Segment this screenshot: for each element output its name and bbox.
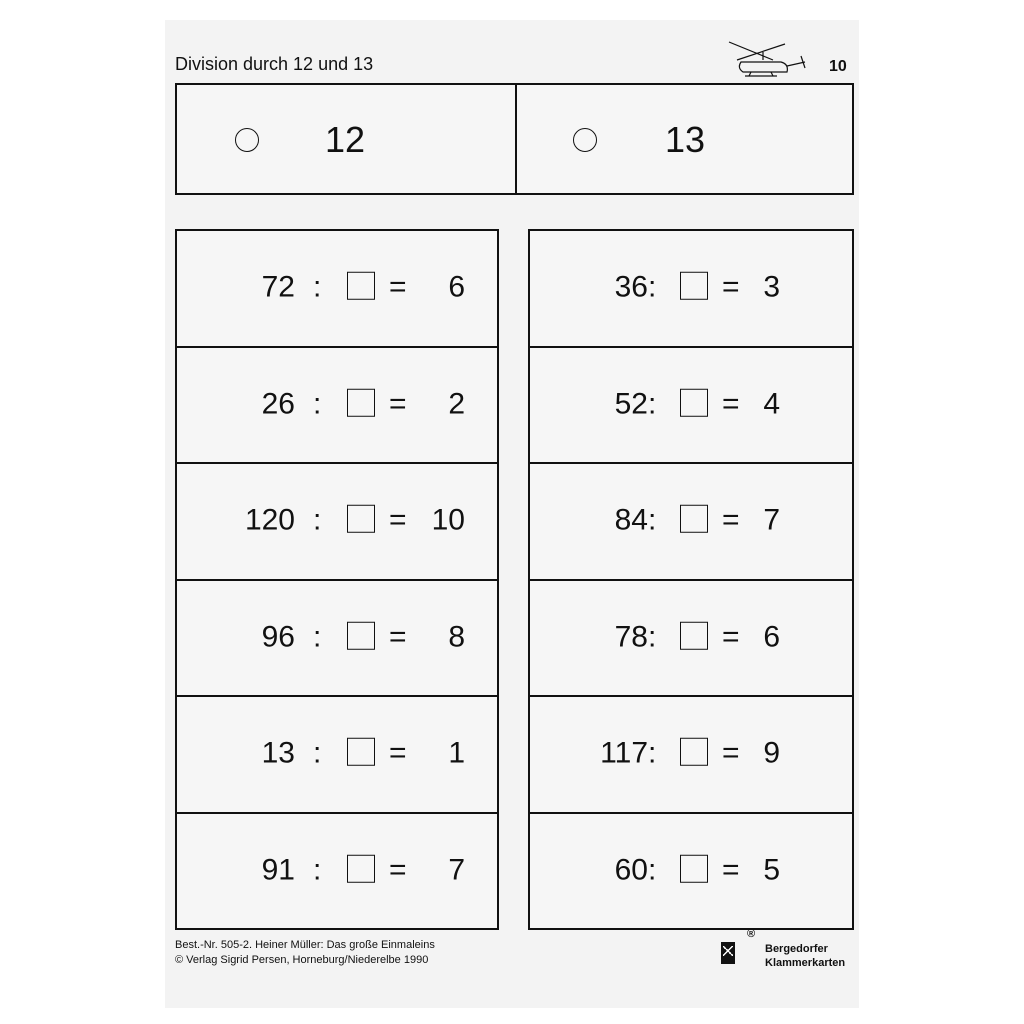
equation: [177, 814, 497, 929]
equation-cell: [175, 462, 499, 581]
answer-box[interactable]: [680, 272, 708, 300]
publisher-line-1: Bergedorfer: [765, 943, 828, 955]
equation-dividend: 78: [614, 620, 648, 654]
equation-cell: [175, 812, 499, 931]
helicopter-icon: [727, 38, 807, 82]
equation: [530, 464, 852, 579]
equation-result: 7: [763, 503, 780, 537]
equation-cell: [175, 579, 499, 698]
equation-result: 7: [448, 853, 465, 887]
equation: [177, 581, 497, 696]
equals-sign: =: [389, 736, 407, 770]
equation-cell: [528, 462, 854, 581]
colon-sign: :: [313, 853, 322, 887]
equals-sign: =: [722, 387, 740, 421]
registered-mark: ®: [747, 928, 756, 940]
divisor-box-13: [515, 83, 854, 195]
answer-box[interactable]: [680, 505, 708, 533]
equals-sign: =: [389, 503, 407, 537]
footer-line-2: © Verlag Sigrid Persen, Horneburg/Niederelbe 1990: [175, 954, 429, 966]
equation-result: 10: [431, 503, 465, 537]
colon-sign: :: [648, 387, 657, 421]
equation-dividend: 13: [261, 736, 295, 770]
answer-circle[interactable]: [573, 128, 597, 152]
divisor-label: 12: [325, 119, 366, 160]
equation-dividend: 120: [244, 503, 295, 537]
equation-cell: [175, 229, 499, 348]
equals-sign: =: [722, 736, 740, 770]
equation-dividend: 117: [600, 736, 648, 770]
equals-sign: =: [722, 270, 740, 304]
colon-sign: :: [648, 503, 657, 537]
persen-logo-icon: [721, 942, 735, 964]
equals-sign: =: [389, 387, 407, 421]
equation-cell: [175, 695, 499, 814]
answer-box[interactable]: [680, 622, 708, 650]
divisor-label: 13: [665, 119, 706, 160]
colon-sign: :: [648, 270, 657, 304]
answer-box[interactable]: [680, 855, 708, 883]
equation-dividend: 84: [614, 503, 648, 537]
answer-box[interactable]: [347, 272, 375, 300]
equation: [177, 464, 497, 579]
equation-result: 4: [763, 387, 780, 421]
colon-sign: :: [313, 503, 322, 537]
answer-box[interactable]: [680, 389, 708, 417]
equation: [177, 348, 497, 463]
divisor-box-12: [175, 83, 517, 195]
equation-result: 8: [448, 620, 465, 654]
equation-cell: [528, 346, 854, 465]
equation-cell: [528, 695, 854, 814]
card-title: Division durch 12 und 13: [175, 54, 374, 74]
equation-cell: [175, 346, 499, 465]
equals-sign: =: [722, 853, 740, 887]
card-number: 10: [829, 58, 847, 75]
equation-result: 9: [763, 736, 780, 770]
answer-box[interactable]: [347, 855, 375, 883]
colon-sign: :: [313, 736, 322, 770]
colon-sign: :: [313, 270, 322, 304]
colon-sign: :: [313, 620, 322, 654]
equation-result: 3: [763, 270, 780, 304]
colon-sign: :: [648, 736, 657, 770]
colon-sign: :: [648, 620, 657, 654]
equation-result: 2: [448, 387, 465, 421]
equation-dividend: 91: [261, 853, 295, 887]
equation-dividend: 60: [614, 853, 648, 887]
answer-box[interactable]: [347, 505, 375, 533]
equals-sign: =: [389, 620, 407, 654]
equation-dividend: 96: [261, 620, 295, 654]
equals-sign: =: [389, 270, 407, 304]
equals-sign: =: [389, 853, 407, 887]
equation-dividend: 72: [261, 270, 295, 304]
equation-dividend: 26: [261, 387, 295, 421]
publisher-line-2: Klammerkarten: [765, 957, 846, 969]
answer-box[interactable]: [680, 738, 708, 766]
equation-result: 1: [448, 736, 465, 770]
equation-result: 6: [448, 270, 465, 304]
equation: [530, 814, 852, 929]
equation: [177, 697, 497, 812]
equals-sign: =: [722, 503, 740, 537]
colon-sign: :: [648, 853, 657, 887]
equation-cell: [528, 812, 854, 931]
answer-box[interactable]: [347, 622, 375, 650]
answer-box[interactable]: [347, 389, 375, 417]
equation: [530, 581, 852, 696]
equation: [530, 231, 852, 346]
equation-cell: [528, 229, 854, 348]
equation-cell: [528, 579, 854, 698]
footer-credits: [175, 938, 435, 968]
equation: [177, 231, 497, 346]
equation: [530, 348, 852, 463]
answer-box[interactable]: [347, 738, 375, 766]
equation-result: 6: [763, 620, 780, 654]
footer-line-1: Best.-Nr. 505-2. Heiner Müller: Das große Einmaleins: [175, 939, 435, 951]
publisher-name: [765, 942, 845, 970]
equation: [530, 697, 852, 812]
answer-circle[interactable]: [235, 128, 259, 152]
equation-dividend: 52: [614, 387, 648, 421]
equals-sign: =: [722, 620, 740, 654]
equation-result: 5: [763, 853, 780, 887]
colon-sign: :: [313, 387, 322, 421]
equation-dividend: 36: [614, 270, 648, 304]
